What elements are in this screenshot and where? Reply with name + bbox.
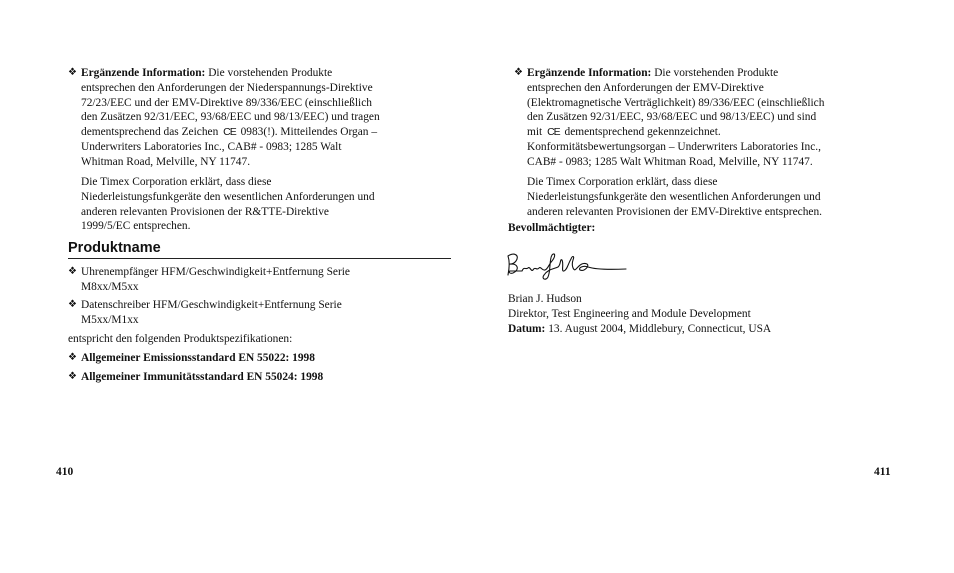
bullet-icon: ❖ [68,266,77,277]
authorized-label: Bevollmächtigter: [508,222,596,234]
bullet-icon: ❖ [68,371,77,382]
signer-name: Brian J. Hudson [508,293,582,305]
bullet-icon: ❖ [514,67,523,78]
standard-item: ❖ Allgemeiner Emissionsstandard EN 55022: 1998 [68,352,315,364]
conformity-text: entspricht den folgenden Produktspezifikationen: [68,333,293,345]
right-timex-paragraph: Die Timex Corporation erklärt, dass diese Niederleistungsfunkgeräte den wesentlichen Anforderungen und anderen relevanten Provisionen der EMV-Direktive entsprechen. [527,176,822,218]
ce-mark-icon: CE [223,126,236,139]
date-line: Datum: 13. August 2004, Middlebury, Connecticut, USA [508,322,772,335]
section-heading: Produktname [68,240,451,259]
page-number-left: 410 [56,466,74,478]
left-info-paragraph: ❖ Ergänzende Information: Die vorstehenden Produkte entsprechen den Anforderungen der Niederspannungs-Direktive 72/23/EEC und der EMV-Direktive 89/336/EEC (einschließlich den Zusätzen 92/31/EEC, 93/68/EEC und 98/13/EEC) und tragen dementsprechend das Zeichen CE 0983(!). Mitteilendes Organ – Underwriters Laboratories Inc., CAB# - 0983; 1285 Walt Whitman Road, Melville, NY 11747. [68,67,380,168]
signer-title: Direktor, Test Engineering and Module Development [508,307,751,320]
bullet-icon: ❖ [68,352,77,363]
bullet-icon: ❖ [68,67,77,78]
right-info-paragraph: ❖ Ergänzende Information: Die vorstehenden Produkte entsprechen den Anforderungen der EMV-Direktive (Elektromagnetische Verträglichkeit) 89/336/EEC (einschließlich den Zusätzen 92/31/EEC, 93/68/EEC und 98/13/EEC) und sind mit CE dementsprechend gekennzeichnet. Konformitätsbewertungsorgan – Underwriters Laboratories Inc., CAB# - 0983; 1285 Walt Whitman Road, Melville, NY 11747. [514,67,825,168]
left-timex-paragraph: Die Timex Corporation erklärt, dass diese Niederleistungsfunkgeräte den wesentlichen Anforderungen und anderen relevanten Provisionen der R&TTE-Direktive 1999/5/EC entsprechen. [81,176,375,233]
bullet-icon: ❖ [68,299,77,310]
signer-block [508,292,908,336]
product-item: ❖ Uhrenempfänger HFM/Geschwindigkeit+Entfernung Serie M8xx/M5xx [68,266,350,293]
ce-mark-icon: CE [547,126,560,139]
signature-image [504,248,628,282]
page-number-right: 411 [874,466,891,478]
standard-item: ❖ Allgemeiner Immunitätsstandard EN 55024: 1998 [68,371,324,383]
product-item: ❖ Datenschreiber HFM/Geschwindigkeit+Entfernung Serie M5xx/M1xx [68,299,342,326]
